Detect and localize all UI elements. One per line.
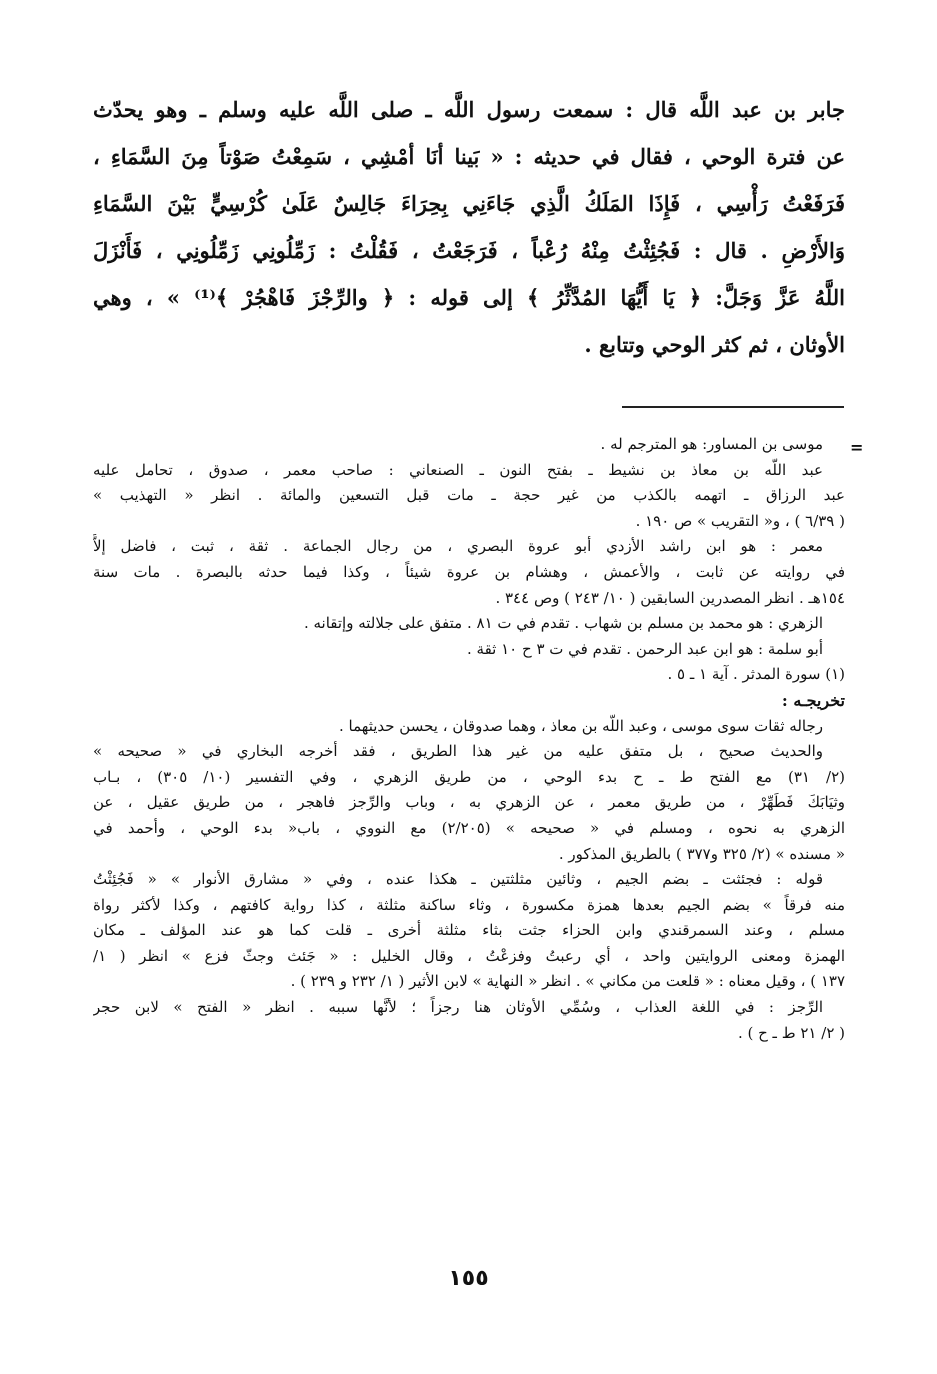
footnote-separator <box>622 406 844 408</box>
footnote-line: الزهري : هو محمد بن مسلم بن شهاب . تقدم في ت ٨١ . متفق على جلالته وإتقانه . <box>303 614 823 633</box>
footnote-line: عبد اللَّه بن معاذ بن نشيط ـ بفتح النون ـ الصنعاني : صاحب معمر ، صدوق ، تحامل عليه <box>93 460 823 479</box>
footnote-line: قوله : فجئثت ـ بضم الجيم ، وثائين مثلثتين ـ هكذا عنده ، وفي « مشارق الأنوار » « فَجُئِثْتُ <box>93 870 823 889</box>
footnotes-block <box>93 432 845 1046</box>
main-text-line: اللَّهُ عَزَّ وَجَلَّ: ﴿ يَا أَيُّهَا المُدَّثِّرُ ﴾ إلى قوله : ﴿ والرِّجْزَ فَاهْجُرْ ﴾⁽¹⁾ » ، وهي <box>93 285 845 310</box>
footnote-line: والحديث صحيح ، بل متفق عليه من غير هذا الطريق ، فقد أخرجه البخاري في « صحيحه » <box>93 742 823 761</box>
footnote-line: وثيَابَكَ فَطَهِّرْ ، من طريق معمر ، عن الزهري به ، وباب والرِّجز فاهجر ، من طريق عقيل ، عن <box>93 793 845 812</box>
footnote-line: ١٥٤هـ . انظر المصدرين السابقين ( ١٠/ ٢٤٣ ) وص ٣٤٤ . <box>495 588 845 607</box>
main-text-line: عن فترة الوحي ، فقال في حديثه : « بَينا أنَا أمْشِي ، سَمِعْتُ صَوْتاً مِنَ السَّمَاءِ ، <box>93 144 845 169</box>
footnote-line: الزهري به نحوه ، ومسلم في « صحيحه » (٢/٢٠٥) مع النووي ، باب« بدء الوحي ، وأحمد في <box>93 818 845 837</box>
footnote-line: (٢/ ٣١) مع الفتح ط ـ ح بدء الوحي ، من طريق الزهري ، وفي التفسير (١٠/ ٣٠٥) ، بـاب <box>93 767 845 786</box>
footnote-line: الهمزة ومعنى الروايتين واحد ، أي رعبتُ وفزعْتُ ، وقال الخليل : « جَئث وجثّ فزع » انظر ( ١/ <box>93 946 845 965</box>
section-heading: تخريجـه : <box>781 690 845 710</box>
main-text-line: جابر بن عبد اللَّه قال : سمعت رسول اللَّه ـ صلى اللَّه عليه وسلم ـ وهو يحدّث <box>93 97 845 122</box>
footnote-line: ١٣٧ ) ، وقيل معناه : « قلعت من مكاني » . انظر « النهاية » لابن الأثير ( ١/ ٢٣٢ و ٢٣٩ ) . <box>290 972 845 991</box>
continuation-marker: = <box>850 438 864 457</box>
footnote-line: ( ٢/ ٢١ ط ـ ح ) . <box>737 1023 845 1042</box>
footnote-line: رجاله ثقات سوى موسى ، وعبد اللَّه بن معاذ ، وهما صدوقان ، يحسن حديثهما . <box>339 716 823 735</box>
footnote-line: (١) سورة المدثر . آية ١ ـ ٥ . <box>667 665 845 684</box>
main-text-line: فَرَفَعْتُ رَأْسِي ، فَإِذَا المَلَكُ الَّذِي جَاءَنِي بِحِرَاءَ جَالِسٌ عَلَىٰ كُرْسِيٍّ بَيْنَ السَّمَاءِ <box>93 191 845 216</box>
main-text-line: وَالأَرْضِ . قال : فَجُئِثْتُ مِنْهُ رُعْباً ، فَرَجَعْتُ ، فَقُلْتُ : زَمِّلُونِي زَمِّلُونِي ، فَأَنْزَلَ <box>93 238 845 263</box>
footnote-line: الرِّجز : في اللغة العذاب ، وسُمِّي الأوثان هنا رجزاً ؛ لأنَّها سببه . انظر « الفتح » لابن حجر <box>93 998 823 1017</box>
footnote-line: أبو سلمة : هو ابن عبد الرحمن . تقدم في ت ٣ ح ١٠ ثقة . <box>467 639 823 658</box>
footnote-line: مسلم ، وعند السمرقندي وابن الحزاء جثت بثاء مثلثة أخرى ـ قلت كما هو عند المؤلف ـ مكان <box>93 921 845 940</box>
footnote-line: في روايته عن ثابت ، والأعمش ، وهشام بن عروة شيئاً ، وكذا فيما حدثه بالبصرة . مات سنة <box>93 562 845 581</box>
footnote-line: منه فرقاً » بضم الجيم بعدها همزة مكسورة ، وثاء ساكنة مثلثة ، كذا رواية كافتهم ، وكذا لأكثر رواة <box>93 895 845 914</box>
footnote-line: ( ٦/٣٩ ) ، و« التقريب » ص ١٩٠ . <box>635 511 845 530</box>
footnote-line: موسى بن المساور: هو المترجم له . <box>600 435 823 453</box>
footnote-line: معمر : هو ابن راشد الأزدي أبو عروة البصري ، من رجال الجماعة . ثقة ، ثبت ، فاضل إلاَّ <box>93 537 823 556</box>
footnote-line: « مسنده » (٢/ ٣٢٥ و٣٧٧ ) بالطريق المذكور . <box>558 844 845 863</box>
footnote-line: عبد الرزاق ـ اتهمه بالكذب من غير حجة ـ مات قبل التسعين والمائة . انظر « التهذيب » <box>93 486 845 505</box>
page-number: ١٥٥ <box>448 1266 489 1291</box>
main-text-block <box>93 86 845 368</box>
main-text-line: الأوثان ، ثم كثر الوحي وتتابع . <box>584 332 845 357</box>
